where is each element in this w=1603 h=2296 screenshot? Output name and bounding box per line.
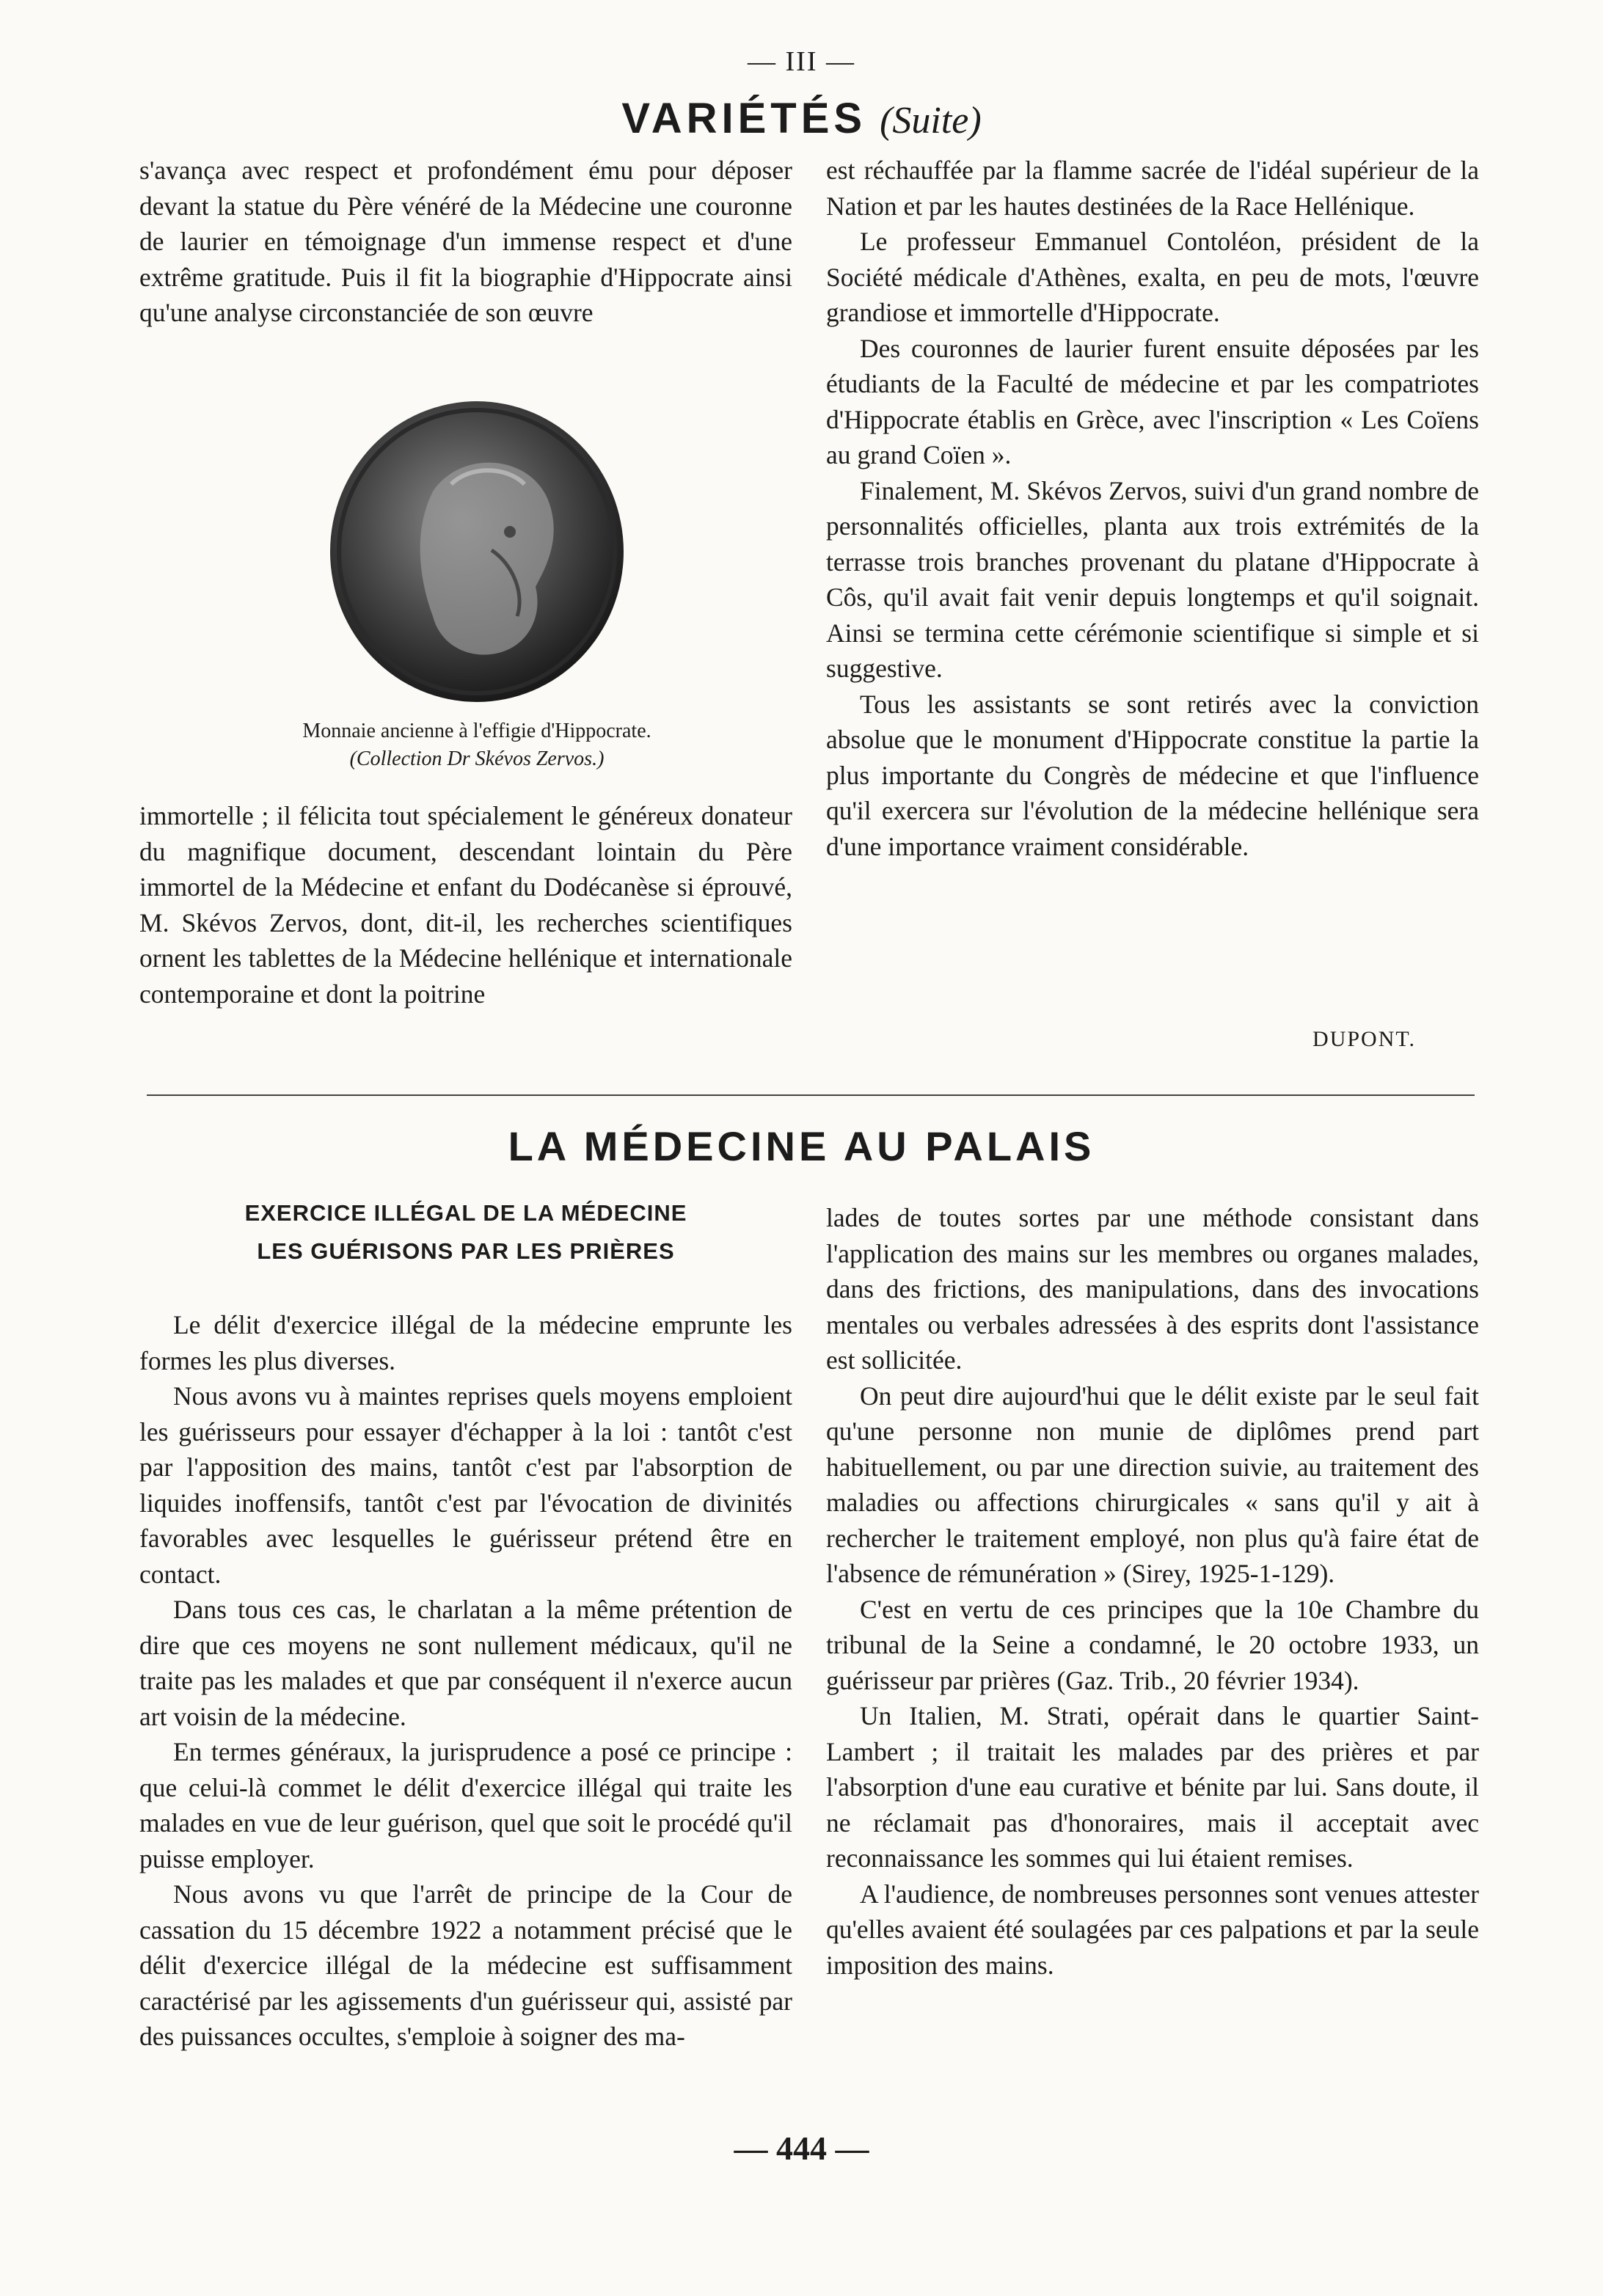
- caption-line1: Monnaie ancienne à l'effigie d'Hippocrate.: [302, 720, 651, 742]
- paragraph: Des couronnes de laurier furent ensuite déposées par les étudiants de la Faculté de médecine et par les compatriotes d'Hippocrate établis en Grèce, avec l'inscription « Les Coïens au grand Coïen ».: [826, 333, 1479, 469]
- paragraph: Tous les assistants se sont retirés avec la conviction absolue que le monument d'Hippocrate constitue la partie la plus importante du Congrès de médecine et que l'influence qu'il exercera sur l'évolution de la médecine hellénique sera d'une importance vraiment considérable.: [826, 689, 1479, 861]
- paragraph: Le professeur Emmanuel Contoléon, président de la Société médicale d'Athènes, exalta, en peu de mots, l'œuvre grandiose et immortelle d'Hippocrate.: [826, 227, 1479, 327]
- paragraph: s'avança avec respect et profondément ému pour déposer devant la statue du Père vénéré de la Médecine une couronne de laurier en témoignage d'un immense respect et d'une extrême gratitude. Puis il fit la biographie d'Hippocrate ainsi qu'une analyse circonstanciée de son œuvre: [139, 156, 792, 327]
- figure-caption: [169, 717, 785, 773]
- paragraph: En termes généraux, la jurisprudence a posé ce principe : que celui-là commet le délit d'exercice illégal qui traite les malades en vue de leur guérison, quel que soit le procédé qu'il puisse employer.: [139, 1737, 792, 1873]
- subtitle-line1: EXERCICE ILLÉGAL DE LA MÉDECINE: [244, 1200, 687, 1226]
- paragraph: Un Italien, M. Strati, opérait dans le quartier Saint-Lambert ; il traitait les malades par des prières et par l'absorption d'une eau curative et bénite par lui. Sans doute, il ne réclamait pas d'honoraires, mais il acceptait avec reconnaissance les sommes qui lui étaient remises.: [826, 1701, 1479, 1873]
- article2-col1: [139, 1307, 792, 2055]
- section-heading: [0, 94, 1603, 143]
- article2-title: LA MÉDECINE AU PALAIS: [508, 1123, 1095, 1169]
- coin-portrait-icon: [323, 396, 631, 704]
- subtitle-line2: LES GUÉRISONS PAR LES PRIÈRES: [257, 1238, 675, 1264]
- page-number: — 444 —: [734, 2129, 869, 2167]
- paragraph: Nous avons vu à maintes reprises quels moyens emploient les guérisseurs pour essayer d'échapper à la loi : tantôt c'est par l'apposition des mains, tantôt c'est par l'absorption de liquides inoffensifs, tantôt c'est par l'évocation de divinités favorables avec lesquelles le guérisseur prétend être en contact.: [139, 1381, 792, 1589]
- section-title: VARIÉTÉS: [621, 95, 867, 142]
- paragraph: Nous avons vu que l'arrêt de principe de la Cour de cassation du 15 décembre 1922 a notamment précisé que le délit d'exercice illégal de la médecine est suffisamment caractérisé par les agissements d'un guérisseur qui, assisté par des puissances occultes, s'emploie à soigner des ma-: [139, 1879, 792, 2051]
- article2-col2: [826, 1200, 1479, 1983]
- coin-image: [323, 396, 631, 704]
- paragraph: est réchauffée par la flamme sacrée de l'idéal supérieur de la Nation et par les hautes destinées de la Race Hellénique.: [826, 156, 1479, 221]
- paragraph: On peut dire aujourd'hui que le délit existe par le seul fait qu'une personne non munie de diplômes prend part habituellement, ou par une direction suivie, au traitement des maladies ou affections chirurgicales « sans qu'il y ait à rechercher le traitement employé, non plus qu'à faire état de l'absence de rémunération » (Sirey, 1925-1-129).: [826, 1381, 1479, 1588]
- section-divider: [147, 1094, 1475, 1096]
- section-suffix: (Suite): [880, 100, 982, 142]
- article1-col2: [826, 153, 1479, 864]
- caption-line2: (Collection Dr Skévos Zervos.): [349, 747, 605, 770]
- paragraph: Dans tous ces cas, le charlatan a la même prétention de dire que ces moyens ne sont nullement médicaux, qu'il ne traite pas les malades et que par conséquent il n'exerce aucun art voisin de la médecine.: [139, 1595, 792, 1731]
- paragraph: A l'audience, de nombreuses personnes sont venues attester qu'elles avaient été soulagées par ces palpations et par la seule imposition des mains.: [826, 1879, 1479, 1980]
- paragraph: immortelle ; il félicita tout spécialement le généreux donateur du magnifique document, descendant lointain du Père immortel de la Médecine et enfant du Dodécanèse si éprouvé, M. Skévos Zervos, dont, dit-il, les recherches scientifiques ornent les tablettes de la Médecine hellénique et internationale contemporaine et dont la poitrine: [139, 801, 792, 1009]
- paragraph: Finalement, M. Skévos Zervos, suivi d'un grand nombre de personnalités officielles, planta aux trois extrémités de la terrasse trois branches provenant du platane d'Hippocrate à Côs, qu'il avait fait venir depuis longtemps et qu'il soignait. Ainsi se termina cette cérémonie scientifique si simple et si suggestive.: [826, 475, 1479, 683]
- signature: DUPONT.: [1312, 1027, 1416, 1051]
- paragraph: Le délit d'exercice illégal de la médecine emprunte les formes les plus diverses.: [139, 1310, 792, 1375]
- article2-subtitle: [139, 1194, 792, 1271]
- paragraph: C'est en vertu de ces principes que la 10e Chambre du tribunal de la Seine a condamné, le 20 octobre 1933, un guérisseur par prières (Gaz. Trib., 20 février 1934).: [826, 1594, 1479, 1695]
- page-number-roman: — III —: [748, 46, 855, 77]
- paragraph: lades de toutes sortes par une méthode consistant dans l'application des mains sur les membres ou organes malades, dans des frictions, des manipulations, dans des invocations mentales ou verbales adressées à des esprits dont l'assistance est sollicitée.: [826, 1203, 1479, 1375]
- article1-col1-bottom: [139, 798, 792, 1012]
- article1-col1-top: [139, 153, 792, 331]
